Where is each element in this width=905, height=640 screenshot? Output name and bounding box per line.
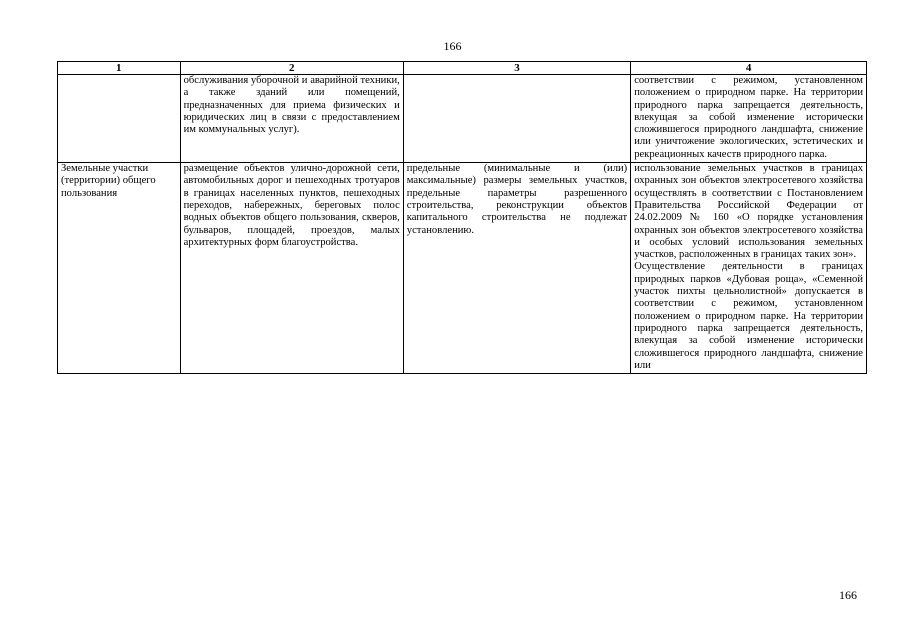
page-number-bottom: 166: [839, 588, 857, 602]
column-header-4: 4: [631, 62, 867, 75]
row1-col1-cell: [58, 75, 181, 163]
row2-col2-cell: размещение объектов улично-дорожной сети, автомобильных дорог и пешеходных тротуаров в границах населенных пунктов, пешеходных переходов, набережных, береговых полос водных объектов общего пользования, скверов, бульваров, площадей, проездов, малых архитектурных форм благоустройства.: [180, 163, 403, 374]
column-header-3: 3: [403, 62, 630, 75]
table-row: [58, 163, 867, 374]
column-header-1: 1: [58, 62, 181, 75]
row2-col1-cell: Земельные участки (территории) общего пользования: [58, 163, 181, 374]
row2-col4-paragraph-1: использование земельных участков в границах охранных зон объектов электросетевого хозяйства осуществлять в соответствии с Постановлением Правительства Российской Федерации от 24.02.2009 № 160 «О порядке установления охранных зон объектов электросетевого хозяйства и особых условий использования земельных участков, расположенных в границах таких зон».: [634, 163, 863, 261]
table-row: [58, 75, 867, 163]
row1-col4-cell: соответствии с режимом, установленном положением о природном парке. На территории природного парка запрещается деятельность, влекущая за собой изменение исторически сложившегося природного ландшафта, снижение или уничтожение экологических, эстетических и рекреационных качеств природного парка.: [631, 75, 867, 163]
row2-col3-cell: предельные (минимальные и (или) максимальные) размеры земельных участков, предельные параметры разрешенного строительства, реконструкции объектов капитального строительства не подлежат установлению.: [403, 163, 630, 374]
row2-col4-cell: [631, 163, 867, 374]
document-table: [57, 61, 867, 374]
table-header-row: [58, 62, 867, 75]
page-number-top: 166: [443, 39, 462, 53]
row1-col2-cell: обслуживания уборочной и аварийной техники, а также зданий или помещений, предназначенных для приема физических и юридических лиц в связи с предоставлением им коммунальных услуг).: [180, 75, 403, 163]
column-header-2: 2: [180, 62, 403, 75]
row2-col4-paragraph-2: Осуществление деятельности в границах природных парков «Дубовая роща», «Семенной участок пихты цельнолистной» допускается в соответствии с режимом, установленном положением о природном парке. На территории природного парка запрещается деятельность, влекущая за собой изменение исторически сложившегося природного ландшафта, снижение или: [634, 261, 863, 371]
row1-col3-cell: [403, 75, 630, 163]
